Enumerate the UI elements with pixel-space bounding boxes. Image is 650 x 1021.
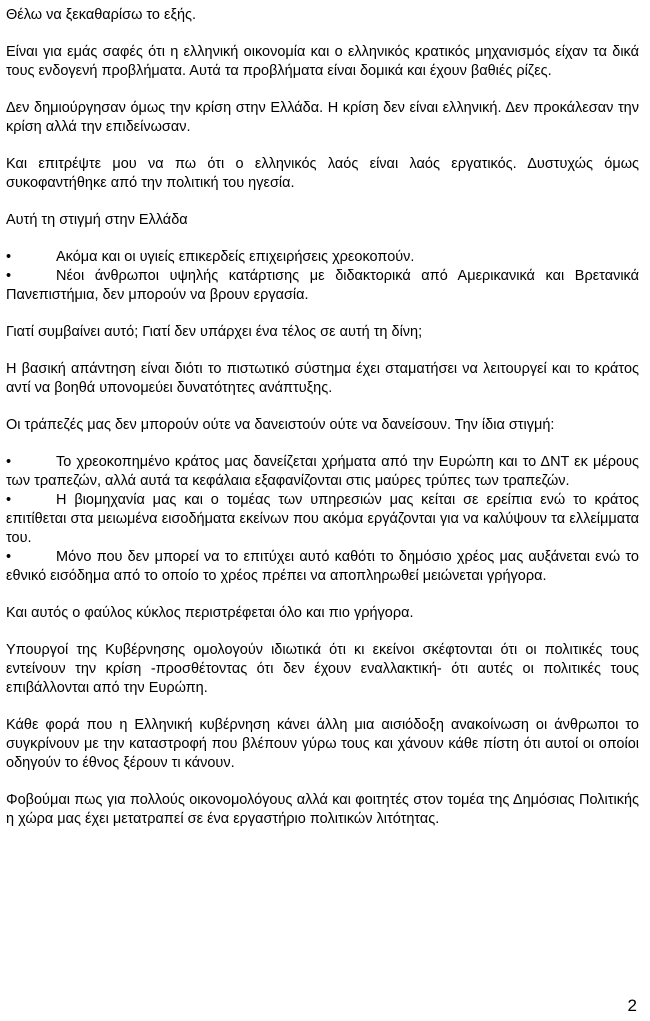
bullet-item (6, 267, 639, 305)
bullet-text: Ακόμα και οι υγιείς επικερδείς επιχειρήσεις χρεοκοπούν. (56, 249, 415, 265)
bullet-item (6, 453, 639, 491)
paragraph: Και επιτρέψτε μου να πω ότι ο ελληνικός λαός είναι λαός εργατικός. Δυστυχώς όμως συκοφαντήθηκε από την πολιτική του ηγεσία. (6, 156, 639, 191)
paragraph: Είναι για εμάς σαφές ότι η ελληνική οικονομία και ο ελληνικός κρατικός μηχανισμός είχαν τα δικά τους ενδογενή προβλήματα. Αυτά τα προβλήματα είναι δομικά και έχουν βαθιές ρίζες. (6, 44, 639, 79)
bullet-icon: • (6, 549, 12, 565)
paragraph: Υπουργοί της Κυβέρνησης ομολογούν ιδιωτικά ότι κι εκείνοι σκέφτονται ότι οι πολιτικές τους εντείνουν την κρίση -προσθέτοντας ότι δεν έχουν εναλλακτική- ότι αυτές οι πολιτικές τους επιβάλλονται από την Ευρώπη. (6, 642, 639, 696)
paragraph: Η βασική απάντηση είναι διότι το πιστωτικό σύστημα έχει σταματήσει να λειτουργεί και το κράτος αντί να βοηθά υπονομεύει δυνατότητες ανάπτυξης. (6, 361, 639, 396)
paragraph: Αυτή τη στιγμή στην Ελλάδα (6, 212, 188, 228)
bullet-icon: • (6, 492, 12, 508)
bullet-item (6, 548, 639, 586)
bullet-text: Μόνο που δεν μπορεί να το επιτύχει αυτό καθότι το δημόσιο χρέος μας αυξάνεται ενώ το εθνικό εισόδημα από το οποίο το χρέος πρέπει να αποπληρωθεί μειώνεται γρήγορα. (6, 549, 639, 584)
bullet-item (6, 248, 639, 267)
bullet-item (6, 491, 639, 548)
paragraph: Οι τράπεζές μας δεν μπορούν ούτε να δανειστούν ούτε να δανείσουν. Την ίδια στιγμή: (6, 417, 555, 433)
bullet-icon: • (6, 268, 12, 284)
bullet-text: Το χρεοκοπημένο κράτος μας δανείζεται χρήματα από την Ευρώπη και το ΔΝΤ εκ μέρους των τραπεζών, αλλά αυτά τα κεφάλαια εξαφανίζονται στις μαύρες τρύπες των τραπεζών. (6, 454, 639, 489)
paragraph: Κάθε φορά που η Ελληνική κυβέρνηση κάνει άλλη μια αισιόδοξη ανακοίνωση οι άνθρωποι το συγκρίνουν με την καταστροφή που βλέπουν γύρω τους και χάνουν κάθε πίστη ότι αυτοί οι οποίοι οδηγούν το έθνος ξέρουν τι κάνουν. (6, 717, 639, 771)
page-number: 2 (627, 996, 637, 1015)
paragraph: Θέλω να ξεκαθαρίσω το εξής. (6, 7, 197, 23)
paragraph: Και αυτός ο φαύλος κύκλος περιστρέφεται όλο και πιο γρήγορα. (6, 605, 414, 621)
bullet-icon: • (6, 454, 12, 470)
bullet-text: Η βιομηχανία μας και ο τομέας των υπηρεσιών μας κείται σε ερείπια ενώ το κράτος επιτίθεται στα μειωμένα εισοδήματα εκείνων που ακόμα εργάζονται για να καλύψουν τα ελλείμματα του. (6, 492, 639, 546)
bullet-text: Νέοι άνθρωποι υψηλής κατάρτισης με διδακτορικά από Αμερικανικά και Βρετανικά Πανεπιστήμια, δεν μπορούν να βρουν εργασία. (6, 268, 639, 303)
paragraph: Γιατί συμβαίνει αυτό; Γιατί δεν υπάρχει ένα τέλος σε αυτή τη δίνη; (6, 324, 423, 340)
paragraph: Δεν δημιούργησαν όμως την κρίση στην Ελλάδα. Η κρίση δεν είναι ελληνική. Δεν προκάλεσαν την κρίση αλλά την επιδείνωσαν. (6, 100, 639, 135)
document-body (6, 6, 639, 829)
bullet-icon: • (6, 249, 12, 265)
paragraph: Φοβούμαι πως για πολλούς οικονομολόγους αλλά και φοιτητές στον τομέα της Δημόσιας Πολιτικής η χώρα μας έχει μετατραπεί σε ένα εργαστήριο πολιτικών λιτότητας. (6, 792, 639, 827)
